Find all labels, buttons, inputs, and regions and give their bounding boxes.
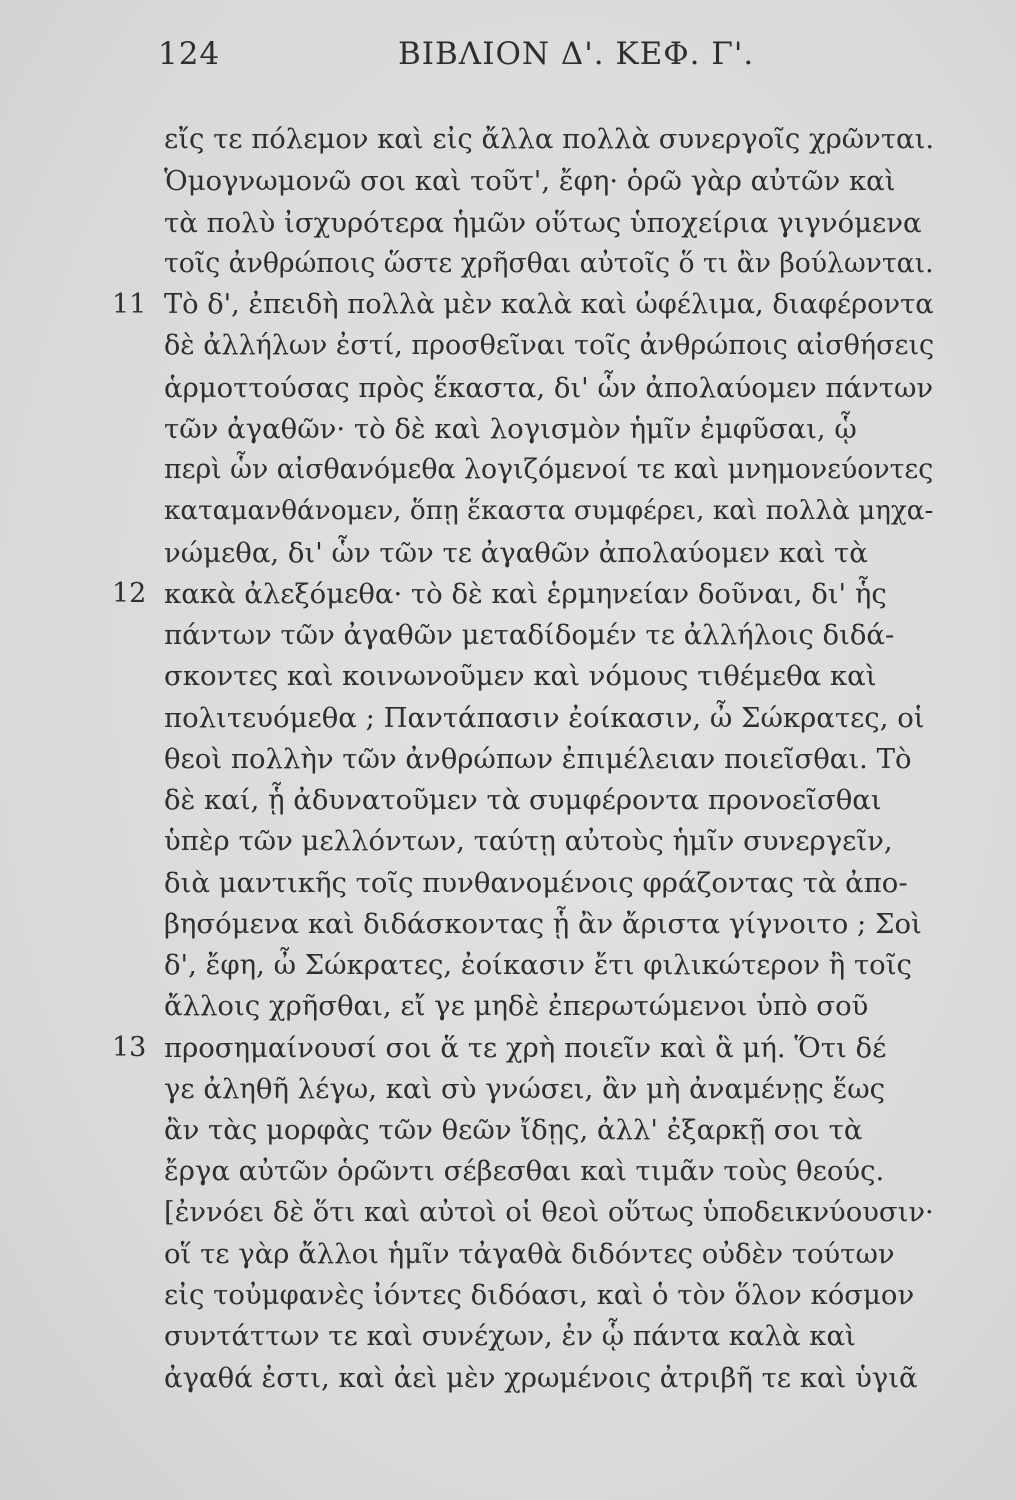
section-number: 11 <box>112 289 147 320</box>
text-line: ἂν τὰς μορφὰς τῶν θεῶν ἴδῃς, ἀλλ' ἐξαρκῇ σοι τὰ <box>164 1114 863 1146</box>
text-line: βησόμενα καὶ διδάσκοντας ᾗ ἂν ἄριστα γίγνοιτο ; Σοὶ <box>164 907 922 940</box>
section-number: 13 <box>112 1031 147 1063</box>
text-line: πάντων τῶν ἀγαθῶν μεταδίδομέν τε ἀλλήλοις διδά- <box>164 619 895 651</box>
text-line: Τὸ δ', ἐπειδὴ πολλὰ μὲν καλὰ καὶ ὠφέλιμα, διαφέροντα <box>164 289 934 320</box>
text-line: κακὰ ἀλεξόμεθα· τὸ δὲ καὶ ἑρμηνείαν δοῦναι, δι' ἧς <box>164 577 887 610</box>
page-header <box>158 36 858 86</box>
text-line: ἔργα αὐτῶν ὁρῶντι σέβεσθαι καὶ τιμᾶν τοὺς θεούς. <box>164 1155 885 1188</box>
text-line: εἴς τε πόλεμον καὶ εἰς ἄλλα πολλὰ συνεργοῖς χρῶνται. <box>164 124 934 155</box>
page-number: 124 <box>158 36 221 72</box>
text-line: δὲ ἀλλήλων ἐστί, προσθεῖναι τοῖς ἀνθρώποις αἰσθήσεις <box>164 330 934 362</box>
text-line: ἁρμοττούσας πρὸς ἕκαστα, δι' ὧν ἀπολαύομεν πάντων <box>164 371 934 404</box>
running-head: ΒΙΒΛΙΟΝ Δ'. ΚΕΦ. Γ'. <box>398 36 755 72</box>
text-line: γε ἀληθῆ λέγω, καὶ σὺ γνώσει, ἂν μὴ ἀναμένῃς ἕως <box>164 1072 886 1105</box>
text-line: εἰς τοὐμφανὲς ἰόντες διδόασι, καὶ ὁ τὸν ὅλον κόσμον <box>164 1279 915 1311</box>
text-line: νώμεθα, δι' ὧν τῶν τε ἀγαθῶν ἀπολαύομεν καὶ τὰ <box>164 536 868 569</box>
text-line: οἵ τε γὰρ ἄλλοι ἡμῖν τἀγαθὰ διδόντες οὐδὲν τούτων <box>164 1237 895 1270</box>
text-line: πολιτευόμεθα ; Παντάπασιν ἐοίκασιν, ὦ Σώκρατες, οἱ <box>164 701 925 734</box>
text-line: προσημαίνουσί σοι ἅ τε χρὴ ποιεῖν καὶ ἃ μή. Ὅτι δέ <box>164 1031 887 1064</box>
text-line: [ἐννόει δὲ ὅτι καὶ αὐτοὶ οἱ θεοὶ οὕτως ὑποδεικνύουσιν· <box>164 1196 934 1228</box>
text-line: ἀγαθά ἐστι, καὶ ἀεὶ μὲν χρωμένοις ἀτριβῆ τε καὶ ὑγιᾶ <box>164 1361 918 1394</box>
text-line: συντάττων τε καὶ συνέχων, ἐν ᾧ πάντα καλὰ καὶ <box>164 1320 856 1353</box>
text-line: δὲ καί, ᾗ ἀδυνατοῦμεν τὰ συμφέροντα προνοεῖσθαι <box>164 784 882 816</box>
text-line: τὰ πολὺ ἰσχυρότερα ἡμῶν οὕτως ὑποχείρια γιγνόμενα <box>164 206 922 239</box>
text-line: σκοντες καὶ κοινωνοῦμεν καὶ νόμους τιθέμεθα καὶ <box>164 660 877 693</box>
text-line: θεοὶ πολλὴν τῶν ἀνθρώπων ἐπιμέλειαν ποιεῖσθαι. Τὸ <box>164 742 912 775</box>
text-line: Ὁμογνωμονῶ σοι καὶ τοῦτ', ἔφη· ὁρῶ γὰρ αὐτῶν καὶ <box>164 165 896 198</box>
text-line: δ', ἔφη, ὦ Σώκρατες, ἐοίκασιν ἔτι φιλικώτερον ἢ τοῖς <box>164 949 912 981</box>
text-line: διὰ μαντικῆς τοῖς πυνθανομένοις φράζοντας τὰ ἀπο- <box>164 866 908 899</box>
text-line: τοῖς ἀνθρώποις ὥστε χρῆσθαι αὐτοῖς ὅ τι ἂν βούλωνται. <box>164 247 934 279</box>
section-number: 12 <box>112 577 147 609</box>
text-line: ἄλλοις χρῆσθαι, εἴ γε μηδὲ ἐπερωτώμενοι ὑπὸ σοῦ <box>164 990 869 1023</box>
text-line: περὶ ὧν αἰσθανόμεθα λογιζόμενοί τε καὶ μνημονεύοντες <box>164 454 934 485</box>
text-line: ὑπὲρ τῶν μελλόντων, ταύτῃ αὐτοὺς ἡμῖν συνεργεῖν, <box>164 825 893 858</box>
text-line: τῶν ἀγαθῶν· τὸ δὲ καὶ λογισμὸν ἡμῖν ἐμφῦσαι, ᾧ <box>164 412 857 445</box>
text-line: καταμανθάνομεν, ὅπῃ ἕκαστα συμφέρει, καὶ πολλὰ μηχα- <box>164 496 934 527</box>
